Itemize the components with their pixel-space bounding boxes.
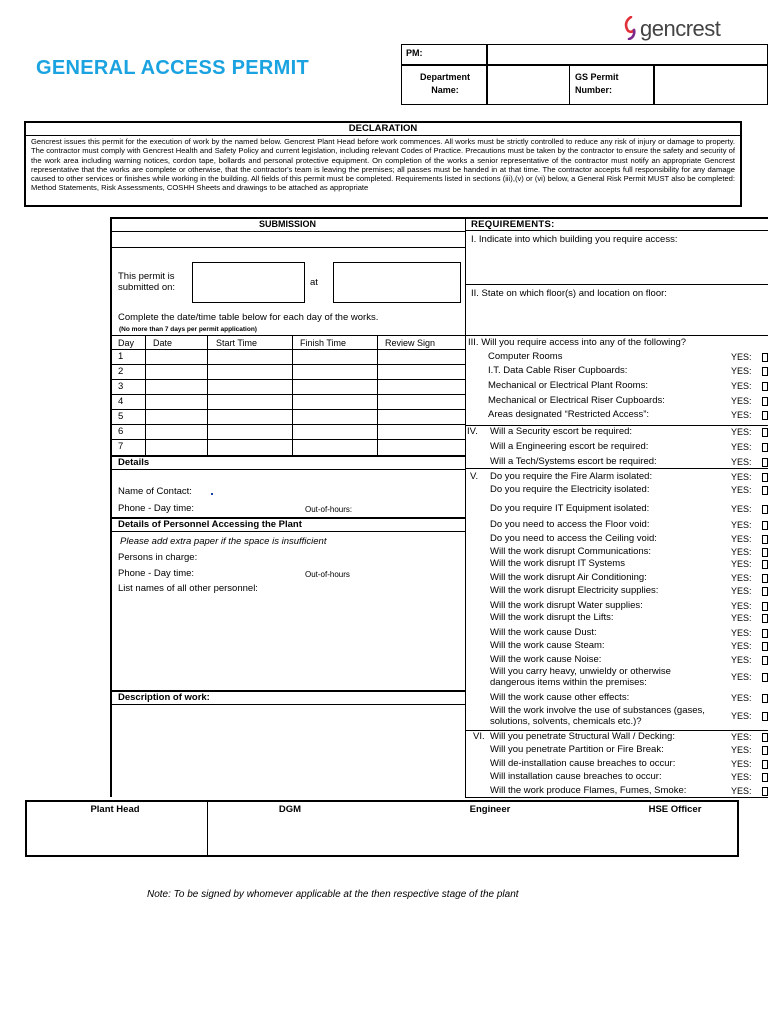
yes-label: YES: <box>731 472 752 482</box>
req-item-s5: Will the work cause Noise: <box>490 654 602 665</box>
details-out-of-hours-label: Out-of-hours: <box>305 505 353 514</box>
review-sign-cell[interactable] <box>378 380 464 393</box>
req-item-s5: Will the work disrupt Water supplies: <box>490 600 643 611</box>
yes-checkbox[interactable] <box>762 574 768 583</box>
date-table-instruction: Complete the date/time table below for each day of the works. <box>118 312 379 323</box>
req-item-s5: Will the work disrupt Electricity supplies: <box>490 585 659 596</box>
review-sign-cell[interactable] <box>378 350 464 363</box>
gencrest-logo <box>624 14 724 44</box>
page-title: GENERAL ACCESS PERMIT <box>36 57 309 79</box>
yes-label: YES: <box>731 672 752 682</box>
gs-permit-label: GS Permit Number: <box>575 72 619 95</box>
contact-field[interactable] <box>211 493 213 495</box>
finish-time-cell[interactable] <box>293 440 377 453</box>
req-item-s6: Will the work produce Flames, Fumes, Smoke: <box>490 785 687 796</box>
date-cell[interactable] <box>146 380 207 393</box>
personnel-out-of-hours-label: Out-of-hours <box>305 570 350 579</box>
start-time-cell[interactable] <box>208 380 292 393</box>
req-item-s5: Will the work cause other effects: <box>490 692 630 703</box>
gencrest-logo-mark-icon <box>624 16 638 40</box>
submitted-time-field[interactable] <box>333 262 461 303</box>
req-section-1: I. Indicate into which building you require access: <box>471 234 678 245</box>
department-field[interactable] <box>488 66 568 104</box>
req-item-s5: Will the work disrupt Air Conditioning: <box>490 572 647 583</box>
yes-label: YES: <box>731 601 752 611</box>
yes-checkbox[interactable] <box>762 614 768 623</box>
yes-label: YES: <box>731 772 752 782</box>
finish-time-cell[interactable] <box>293 380 377 393</box>
req-item-s3: Computer Rooms <box>488 351 563 362</box>
start-time-cell[interactable] <box>208 440 292 453</box>
start-time-cell[interactable] <box>208 410 292 423</box>
col-review-sign: Review Sign <box>385 338 436 348</box>
review-sign-cell[interactable] <box>378 395 464 408</box>
yes-label: YES: <box>731 410 752 420</box>
req-section-5-num: V. <box>470 471 479 482</box>
yes-checkbox[interactable] <box>762 443 768 452</box>
brand-name: gencrest <box>640 16 721 41</box>
sig-officials-field[interactable] <box>209 816 737 855</box>
req-item-s6: Will installation cause breaches to occur: <box>490 771 662 782</box>
table-row <box>110 394 465 409</box>
yes-label: YES: <box>731 396 752 406</box>
req-item-s5: Will the work disrupt the Lifts: <box>490 612 614 623</box>
table-row <box>110 409 465 424</box>
declaration-text: Gencrest issues this permit for the execution of work by the named below. Gencrest Plant Head before work commences. All works must be strictly controlled to reduce any risk of injury or damage to property. The contractor must comply with Gencrest Health and Safety Policy and current legislation, including relevant Codes of Practice. Precautions must be taken by the contractor to ensure the safety and security of the work area including warning notices, cordon tape, bollards and personal protective equipment. On completion of the works a senior representative of the contractor must notify an appropriate Gencrest representative that the works are complete or otherwise, that the contractor's team is leaving the premises; all passes must be handed in at that time. The contractor accepts full responsibility for any damage caused to other services or finishes while working in the building. All fields of this permit must be completed. Requirements listed in sections (iii),(v) or (vi) below, a General Risk Permit MUST also be completed: Method Statements, Risk Assessments, COSHH Sheets and drawings to be attached as appropriate <box>31 137 735 193</box>
date-table-note: (No more than 7 days per permit application) <box>119 326 257 333</box>
yes-label: YES: <box>731 628 752 638</box>
yes-checkbox[interactable] <box>762 733 768 742</box>
yes-label: YES: <box>731 547 752 557</box>
req-item-s6: Will you penetrate Structural Wall / Decking: <box>490 731 675 742</box>
yes-label: YES: <box>731 559 752 569</box>
table-row <box>110 439 465 454</box>
yes-checkbox[interactable] <box>762 548 768 557</box>
table-row <box>110 424 465 439</box>
req-section-3: III. Will you require access into any of the following? <box>468 337 687 348</box>
col-finish-time: Finish Time <box>300 338 347 348</box>
footer-note: Note: To be signed by whomever applicable at the then respective stage of the plant <box>147 889 519 900</box>
col-day: Day <box>118 338 135 348</box>
yes-checkbox[interactable] <box>762 411 768 420</box>
review-sign-cell[interactable] <box>378 365 464 378</box>
start-time-cell[interactable] <box>208 365 292 378</box>
yes-checkbox[interactable] <box>762 382 768 391</box>
req-item-s3: I.T. Data Cable Riser Cupboards: <box>488 365 628 376</box>
other-personnel-label: List names of all other personnel: <box>118 583 258 594</box>
yes-checkbox[interactable] <box>762 473 768 482</box>
req-item-s5: Do you need to access the Floor void: <box>490 519 650 530</box>
date-cell[interactable] <box>146 350 207 363</box>
start-time-cell[interactable] <box>208 395 292 408</box>
yes-label: YES: <box>731 504 752 514</box>
finish-time-cell[interactable] <box>293 350 377 363</box>
finish-time-cell[interactable] <box>293 365 377 378</box>
yes-label: YES: <box>731 534 752 544</box>
yes-checkbox[interactable] <box>762 587 768 596</box>
pm-field[interactable] <box>487 45 767 63</box>
description-heading: Description of work: <box>118 692 210 703</box>
start-time-cell[interactable] <box>208 350 292 363</box>
yes-checkbox[interactable] <box>762 760 768 769</box>
yes-checkbox[interactable] <box>762 694 768 703</box>
sig-dgm-label: DGM <box>278 804 302 815</box>
yes-checkbox[interactable] <box>762 458 768 467</box>
col-date: Date <box>153 338 173 348</box>
sig-engineer-label: Engineer <box>469 804 511 815</box>
yes-label: YES: <box>731 786 752 796</box>
floor-location-field[interactable] <box>467 300 767 333</box>
req-item-s4: Will a Engineering escort be required: <box>490 441 649 452</box>
yes-label: YES: <box>731 366 752 376</box>
yes-checkbox[interactable] <box>762 673 768 682</box>
req-item-s5: Will the work cause Dust: <box>490 627 597 638</box>
yes-label: YES: <box>731 457 752 467</box>
yes-label: YES: <box>731 711 752 721</box>
yes-checkbox[interactable] <box>762 505 768 514</box>
yes-checkbox[interactable] <box>762 367 768 376</box>
pm-label: PM: <box>406 48 423 58</box>
yes-checkbox[interactable] <box>762 560 768 569</box>
submitted-on-label: This permit is submitted on: <box>118 271 176 293</box>
sig-plant-head-field[interactable] <box>28 816 205 855</box>
yes-label: YES: <box>731 442 752 452</box>
description-field[interactable] <box>112 706 463 796</box>
table-row <box>110 364 465 379</box>
req-item-s4: Will a Tech/Systems escort be required: <box>490 456 657 467</box>
req-item-s5: Do you require the Electricity isolated: <box>490 484 650 495</box>
review-sign-cell[interactable] <box>378 410 464 423</box>
req-item-s5: Will the work disrupt IT Systems <box>490 558 625 569</box>
persons-in-charge-label: Persons in charge: <box>118 552 198 563</box>
details-phone-label: Phone - Day time: <box>118 503 195 514</box>
yes-label: YES: <box>731 573 752 583</box>
req-item-s3: Areas designated “Restricted Access”: <box>488 409 650 420</box>
yes-checkbox[interactable] <box>762 712 768 721</box>
yes-label: YES: <box>731 693 752 703</box>
submission-heading: SUBMISSION <box>258 219 316 229</box>
yes-checkbox[interactable] <box>762 535 768 544</box>
yes-label: YES: <box>731 381 752 391</box>
at-label: at <box>310 277 318 288</box>
yes-checkbox[interactable] <box>762 397 768 406</box>
yes-checkbox[interactable] <box>762 773 768 782</box>
table-row <box>110 379 465 394</box>
day-number: 2 <box>118 366 124 377</box>
req-item-s6: Will you penetrate Partition or Fire Break: <box>490 744 664 755</box>
req-item-s3: Mechanical or Electrical Riser Cupboards: <box>488 395 665 406</box>
req-item-s5: Will the work cause Steam: <box>490 640 605 651</box>
req-item-s5: Will you carry heavy, unwieldy or otherwise dangerous items within the premises: <box>490 666 671 688</box>
yes-checkbox[interactable] <box>762 642 768 651</box>
col-start-time: Start Time <box>216 338 258 348</box>
day-number: 3 <box>118 381 124 392</box>
yes-label: YES: <box>731 485 752 495</box>
req-item-s6: Will de-installation cause breaches to occur: <box>490 758 676 769</box>
date-cell[interactable] <box>146 365 207 378</box>
table-row <box>110 349 465 364</box>
yes-checkbox[interactable] <box>762 602 768 611</box>
day-number: 7 <box>118 441 124 452</box>
req-section-2: II. State on which floor(s) and location on floor: <box>471 288 667 299</box>
day-number: 6 <box>118 426 124 437</box>
req-item-s3: Mechanical or Electrical Plant Rooms: <box>488 380 648 391</box>
finish-time-cell[interactable] <box>293 395 377 408</box>
day-number: 1 <box>118 351 124 362</box>
yes-checkbox[interactable] <box>762 656 768 665</box>
yes-label: YES: <box>731 520 752 530</box>
req-item-s5: Do you require IT Equipment isolated: <box>490 503 650 514</box>
details-heading: Details <box>118 457 150 468</box>
sig-plant-head-label: Plant Head <box>90 804 140 815</box>
date-cell[interactable] <box>146 440 207 453</box>
date-cell[interactable] <box>146 425 207 438</box>
yes-label: YES: <box>731 745 752 755</box>
yes-checkbox[interactable] <box>762 787 768 796</box>
contact-label: Name of Contact: <box>118 486 192 497</box>
yes-checkbox[interactable] <box>762 521 768 530</box>
review-sign-cell[interactable] <box>378 440 464 453</box>
personnel-phone-label: Phone - Day time: <box>118 568 195 579</box>
yes-label: YES: <box>731 641 752 651</box>
gs-permit-field[interactable] <box>655 66 767 104</box>
submitted-date-field[interactable] <box>192 262 305 303</box>
building-field[interactable] <box>467 246 767 282</box>
finish-time-cell[interactable] <box>293 425 377 438</box>
requirements-heading: REQUIREMENTS: <box>471 219 555 230</box>
personnel-note: Please add extra paper if the space is insufficient <box>120 536 327 547</box>
yes-checkbox[interactable] <box>762 629 768 638</box>
yes-label: YES: <box>731 732 752 742</box>
yes-label: YES: <box>731 586 752 596</box>
finish-time-cell[interactable] <box>293 410 377 423</box>
yes-checkbox[interactable] <box>762 486 768 495</box>
start-time-cell[interactable] <box>208 425 292 438</box>
yes-label: YES: <box>731 427 752 437</box>
yes-label: YES: <box>731 655 752 665</box>
date-cell[interactable] <box>146 410 207 423</box>
yes-checkbox[interactable] <box>762 353 768 362</box>
req-item-s5: Do you need to access the Ceiling void: <box>490 533 657 544</box>
day-number: 5 <box>118 411 124 422</box>
yes-checkbox[interactable] <box>762 428 768 437</box>
yes-label: YES: <box>731 759 752 769</box>
yes-label: YES: <box>731 352 752 362</box>
req-item-s5: Will the work involve the use of substances (gases, solutions, solvents, chemicals etc.)? <box>490 705 705 727</box>
declaration-heading: DECLARATION <box>348 123 418 134</box>
req-item-s4: Will a Security escort be required: <box>490 426 633 437</box>
personnel-heading: Details of Personnel Accessing the Plant <box>118 519 302 530</box>
yes-checkbox[interactable] <box>762 746 768 755</box>
yes-label: YES: <box>731 613 752 623</box>
review-sign-cell[interactable] <box>378 425 464 438</box>
req-item-s5: Will the work disrupt Communications: <box>490 546 652 557</box>
department-label: Department Name: <box>419 72 470 95</box>
req-item-s5: Do you require the Fire Alarm isolated: <box>490 471 653 482</box>
req-section-6-num: VI. <box>473 731 485 742</box>
sig-hse-officer-label: HSE Officer <box>648 804 702 815</box>
req-section-4-num: IV. <box>467 426 478 437</box>
date-cell[interactable] <box>146 395 207 408</box>
day-number: 4 <box>118 396 124 407</box>
